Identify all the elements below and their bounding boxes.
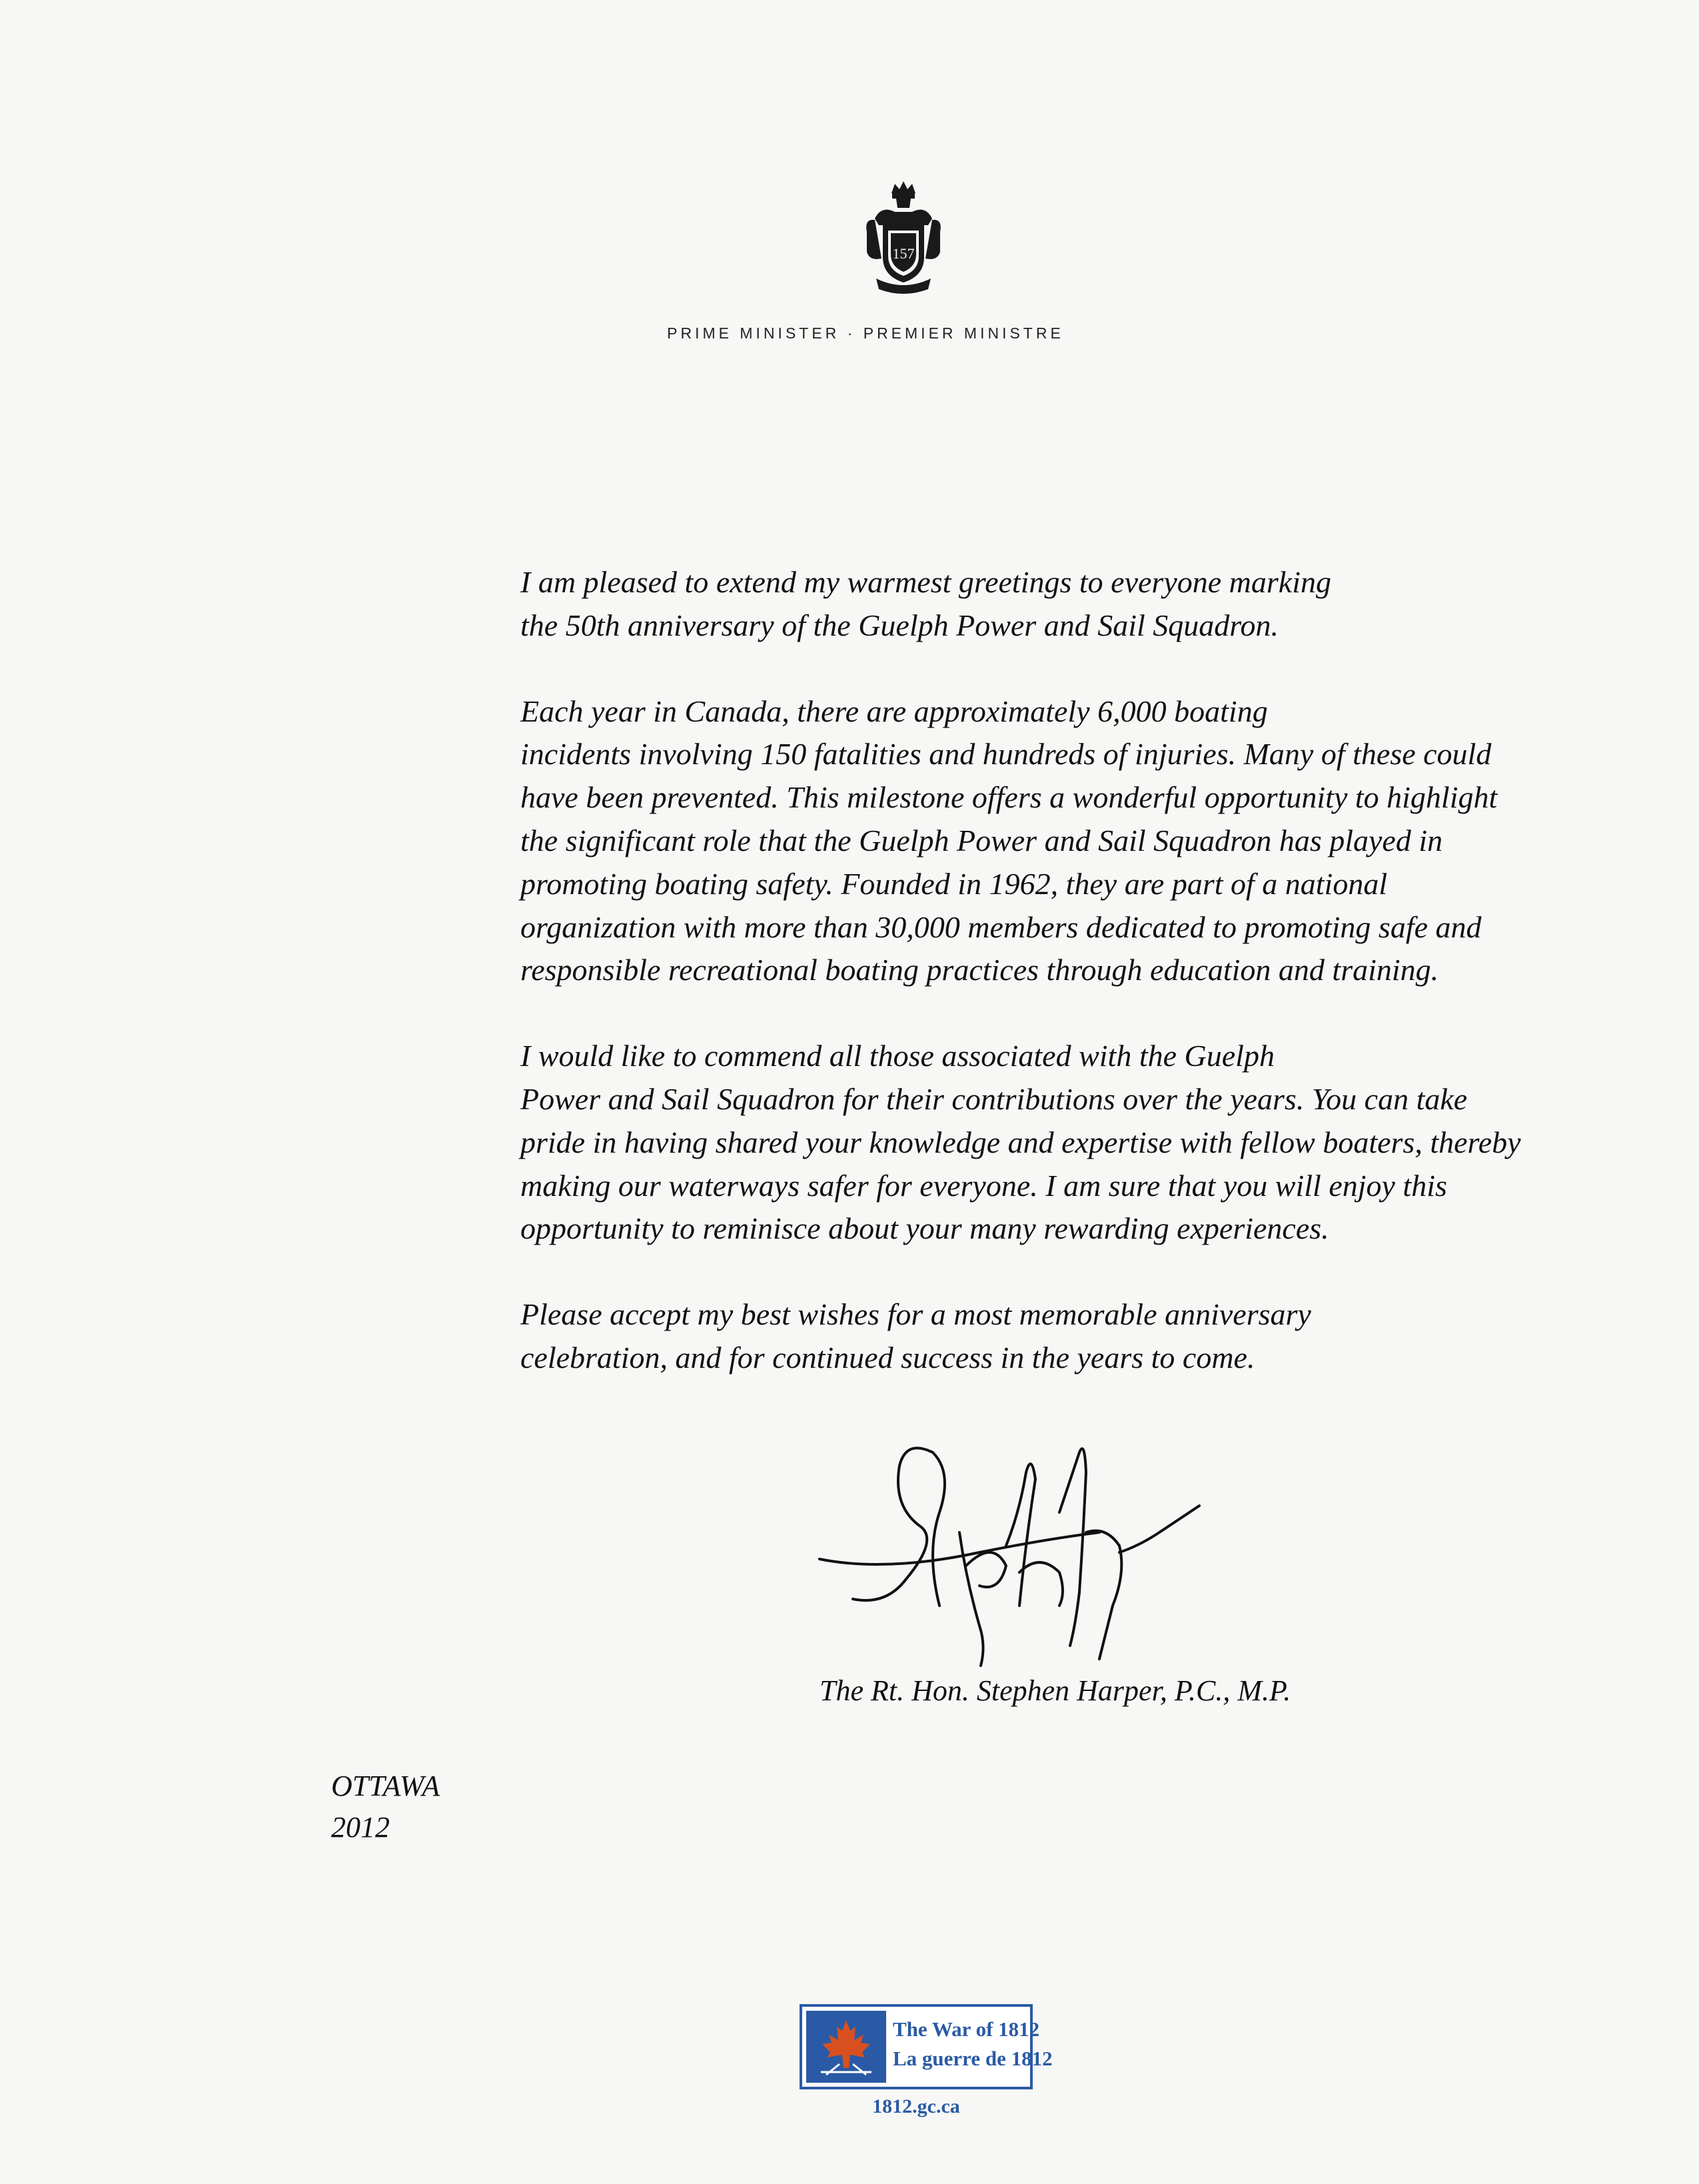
text-line: organization with more than 30,000 members dedicated to promoting safe and xyxy=(520,909,1482,944)
maple-leaf-icon xyxy=(806,2011,886,2083)
text-line: opportunity to reminisce about your many rewarding experiences. xyxy=(520,1211,1329,1246)
paragraph xyxy=(324,561,1404,648)
year: 2012 xyxy=(331,1811,390,1844)
paragraph xyxy=(324,1035,1521,1251)
coat-of-arms-icon xyxy=(861,179,945,298)
text-line: Power and Sail Squadron for their contributions over the years. You can take xyxy=(520,1081,1468,1116)
place: OTTAWA xyxy=(331,1770,440,1802)
office-title: PRIME MINISTER · PREMIER MINISTRE xyxy=(667,324,1064,342)
text-line: incidents involving 150 fatalities and hundreds of injuries. Many of these could xyxy=(520,737,1492,772)
logo-text xyxy=(893,2015,1053,2073)
text-line: Each year in Canada, there are approximately 6,000 boating xyxy=(520,694,1268,728)
svg-text:157: 157 xyxy=(892,245,915,262)
war-of-1812-logo xyxy=(800,2004,1053,2089)
paragraph xyxy=(324,1293,1404,1380)
text-line: Please accept my best wishes for a most memorable anniversary xyxy=(520,1297,1311,1332)
paragraph xyxy=(324,690,1498,993)
text-line: the 50th anniversary of the Guelph Power and Sail Squadron. xyxy=(520,608,1279,642)
text-line: promoting boating safety. Founded in 1962, they are part of a national xyxy=(520,866,1388,901)
text-line: the significant role that the Guelph Power and Sail Squadron has played in xyxy=(520,823,1443,857)
letter-body xyxy=(324,561,1521,1422)
text-line: I am pleased to extend my warmest greetings to everyone marking xyxy=(520,565,1331,599)
footer-url[interactable]: 1812.gc.ca xyxy=(872,2095,960,2117)
logo-line-french: La guerre de 1812 xyxy=(893,2047,1053,2070)
text-line: celebration, and for continued success in the years to come. xyxy=(520,1340,1255,1374)
signature xyxy=(806,1432,1213,1679)
signatory-name: The Rt. Hon. Stephen Harper, P.C., M.P. xyxy=(820,1674,1291,1707)
text-line: responsible recreational boating practices through education and training. xyxy=(520,953,1439,987)
text-line: I would like to commend all those associated with the Guelph xyxy=(520,1039,1275,1073)
logo-line-english: The War of 1812 xyxy=(893,2017,1040,2041)
text-line: have been prevented. This milestone offers a wonderful opportunity to highlight xyxy=(520,780,1498,815)
place-date xyxy=(331,1766,440,1848)
text-line: making our waterways safer for everyone. I am sure that you will enjoy this xyxy=(520,1168,1447,1203)
text-line: pride in having shared your knowledge and expertise with fellow boaters, thereby xyxy=(520,1125,1521,1159)
